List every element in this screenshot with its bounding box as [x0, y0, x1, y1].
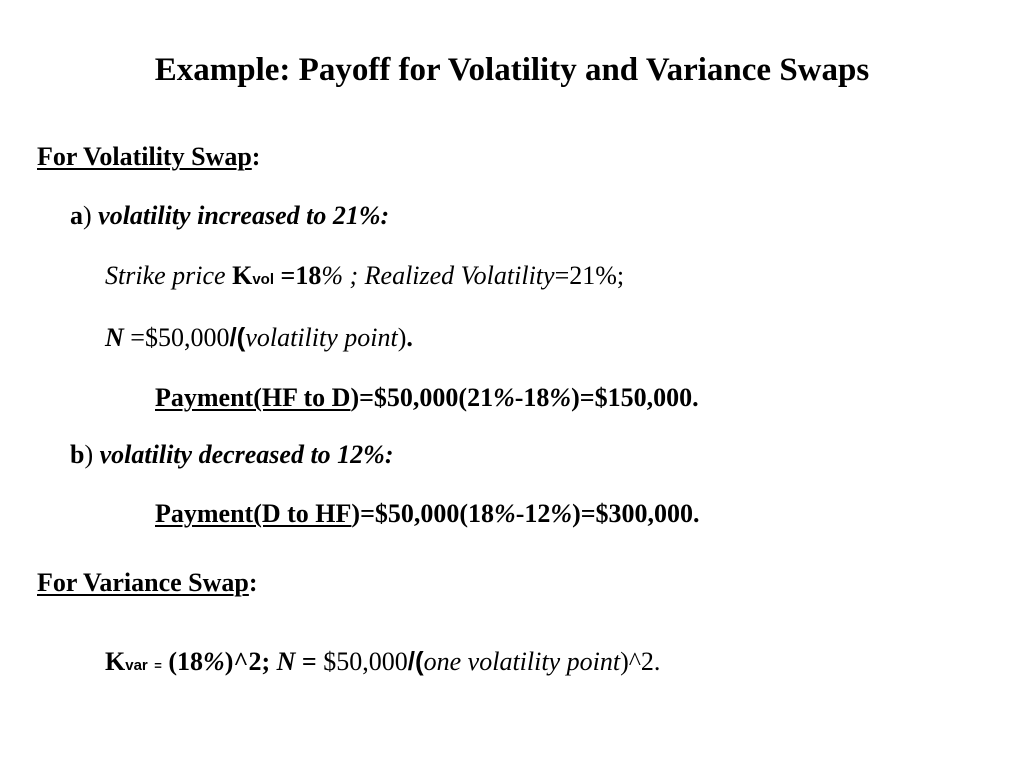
- payment-b-mid: -12: [515, 499, 551, 528]
- volatility-swap-heading: [37, 144, 260, 170]
- case-a-paren: ): [83, 201, 92, 230]
- payment-b-pct2: %: [550, 499, 573, 528]
- payment-b-rest: )=$50,000(18: [351, 499, 495, 528]
- payment-b-label: Payment(D to HF: [155, 499, 352, 528]
- var-n-end: )^2.: [620, 647, 661, 676]
- n-unit: volatility point: [245, 323, 398, 352]
- payment-b-pct1: %: [494, 499, 516, 528]
- payment-a-pct1: %: [493, 383, 515, 412]
- variance-heading-colon: :: [248, 568, 258, 597]
- n-period: .: [406, 323, 413, 352]
- n-slash: /(: [229, 322, 246, 352]
- var-n-value: $50,000: [316, 647, 408, 676]
- payment-b-end: )=$300,000.: [572, 499, 700, 528]
- case-a-letter: a: [70, 201, 83, 230]
- var-n-slash: /(: [407, 646, 424, 676]
- slide-title: Example: Payoff for Volatility and Variance Swaps: [154, 52, 870, 88]
- k-var-value: (18: [161, 647, 204, 676]
- variance-swap-heading-text: For Variance Swap: [37, 568, 249, 597]
- strike-label: Strike price: [105, 261, 226, 290]
- volatility-swap-heading-text: For Volatility Swap: [37, 142, 252, 171]
- k-vol-eq: =18: [274, 261, 322, 290]
- case-b-paren: ): [84, 440, 94, 469]
- case-b-text: volatility decreased to 12%:: [99, 440, 394, 469]
- realized-value: =21%;: [554, 261, 625, 290]
- k-var-letter: K: [105, 647, 126, 676]
- strike-line: [105, 263, 624, 289]
- k-var-eq: =: [154, 658, 162, 673]
- payment-a-mid: -18: [514, 383, 550, 412]
- k-vol-pct: % ;: [321, 261, 359, 290]
- case-a-text: volatility increased to 21%:: [98, 201, 390, 230]
- case-b-header: [70, 442, 394, 468]
- case-b-letter: b: [70, 440, 85, 469]
- payment-b-line: [155, 501, 700, 527]
- n-close: ): [397, 323, 407, 352]
- k-var-pct: %: [203, 647, 225, 676]
- payment-a-end: )=$150,000.: [571, 383, 699, 412]
- n-value: =$50,000: [123, 323, 230, 352]
- notional-line: [105, 324, 413, 351]
- payment-a-label: Payment(HF to D: [155, 383, 351, 412]
- var-n-eq: =: [295, 647, 317, 676]
- k-var-sub: var: [125, 657, 148, 674]
- payment-a-rest: )=$50,000(21: [350, 383, 494, 412]
- var-n-unit: one volatility point: [423, 647, 621, 676]
- k-vol-letter: K: [232, 261, 253, 290]
- variance-swap-heading: [37, 570, 258, 596]
- case-a-header: [70, 203, 389, 229]
- k-var-end: )^2;: [224, 647, 271, 676]
- n-letter: N: [105, 323, 124, 352]
- var-n-letter: N: [276, 647, 296, 676]
- payment-a-pct2: %: [549, 383, 572, 412]
- variance-strike-line: [105, 648, 660, 675]
- payment-a-line: [155, 385, 699, 411]
- realized-label: Realized Volatility: [364, 261, 555, 290]
- heading-colon: :: [251, 142, 261, 171]
- k-vol-sub: vol: [252, 271, 274, 288]
